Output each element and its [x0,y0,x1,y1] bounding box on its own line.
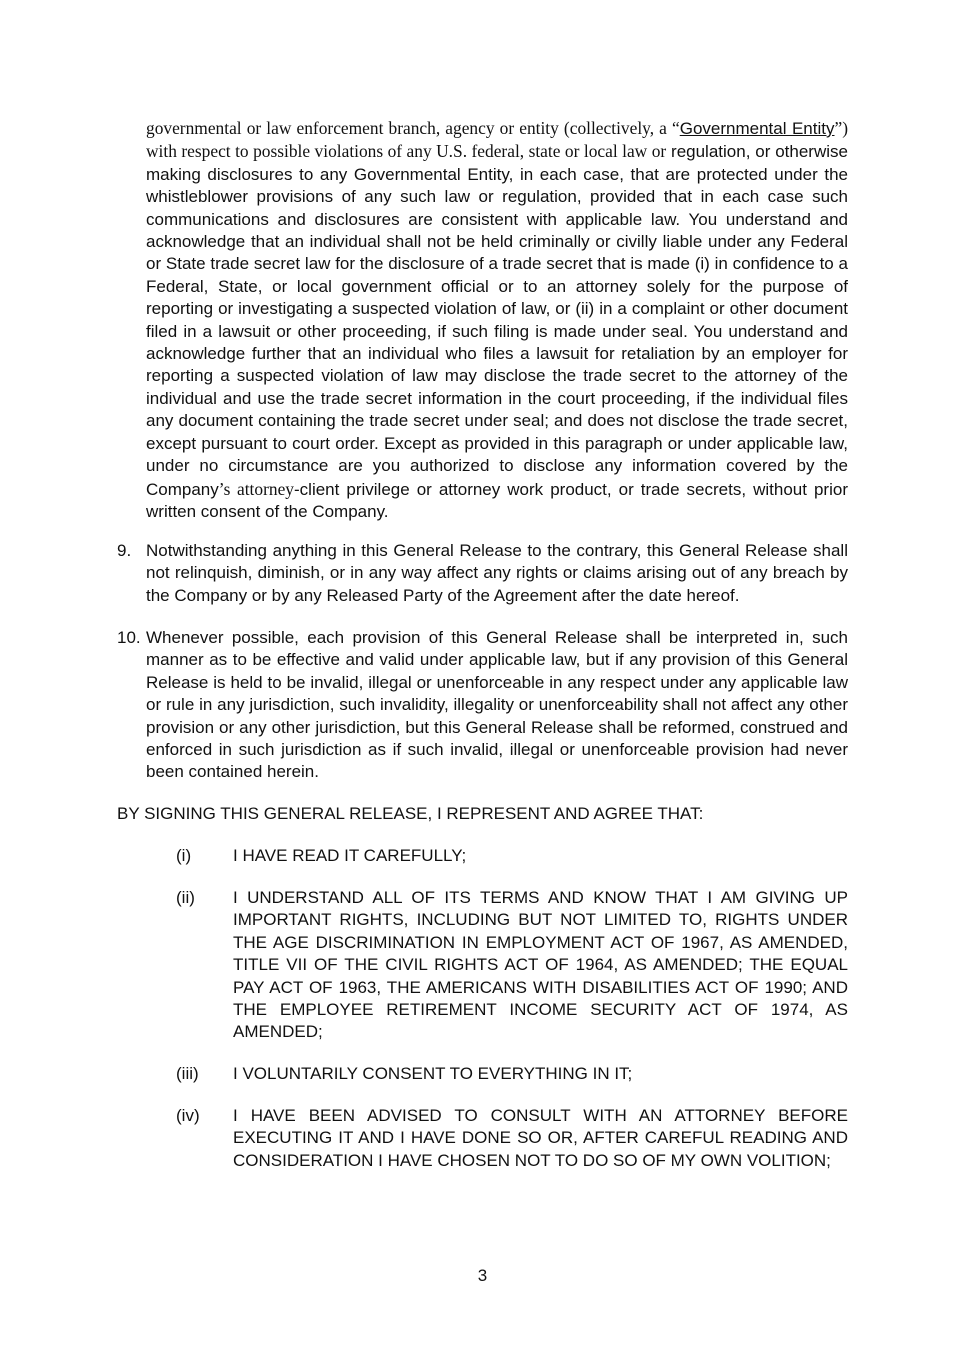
para-8-body: regulation, or otherwise making disclosures to any Governmental Entity, in each case, that are protected under the whistleblower provisions of any such law or regulation, provided that in each case such communications and disclosures are consistent with applicable law. You understand and acknowledge that an individual shall not be held criminally or civilly liable under any Federal or State trade secret law for the disclosure of a trade secret that is made (i) in confidence to a Federal, State, or local government official or to an attorney solely for the purpose of reporting or investigating a suspected violation of law, or (ii) in a complaint or other document filed in a lawsuit or other proceeding, if such filing is made under seal. You understand and acknowledge further that an individual who files a lawsuit for retaliation by an employer for reporting a suspected violation of law may disclose the trade secret to the attorney of the individual and use the trade secret information in the court proceeding, if the individual files any document containing the trade secret under seal; and does not disclose the trade secret, except pursuant to court order. Except as provided in this paragraph or under applicable law, under no circumstance are you authorized to disclose any information covered by the Company [146,142,848,499]
para-8-line1: governmental or law enforcement branch, agency or entity (collectively, a “ [146,118,680,138]
defined-term-governmental-entity: Governmental Entity [679,119,835,138]
item-text-i: I HAVE READ IT CAREFULLY; [233,846,467,865]
para-8-line2: ”) with respect to possible violations of any U.S. federal, state or local law or [146,118,849,162]
item-label-iv: (iv) [176,1106,200,1125]
para-8-tail: -client privilege or attorney work product, or trade secrets, without prior written consent of the Company. [146,479,848,521]
item-text-ii: I UNDERSTAND ALL OF ITS TERMS AND KNOW THAT I AM GIVING UP IMPORTANT RIGHTS, INCLUDING BUT NOT LIMITED TO, RIGHTS UNDER THE AGE DISCRIMINATION IN EMPLOYMENT ACT OF 1967, AS AMENDED, TITLE VII OF THE CIVIL RIGHTS ACT OF 1964, AS AMENDED; THE EQUAL PAY ACT OF 1963, THE AMERICANS WITH DISABILITIES ACT OF 1990; AND THE EMPLOYEE RETIREMENT INCOME SECURITY ACT OF 1974, AS AMENDED; [233,888,848,1042]
item-label-ii: (ii) [176,888,195,907]
section-9-number: 9. [117,541,132,560]
section-10-number: 10. [117,628,141,647]
item-label-iii: (iii) [176,1064,199,1083]
para-8-serif-mid: ’s attorney [218,478,294,499]
acknowledgment-heading: BY SIGNING THIS GENERAL RELEASE, I REPRESENT AND AGREE THAT: [117,804,704,823]
section-9-text: Notwithstanding anything in this General Release to the contrary, this General Release shall not relinquish, diminish, or in any way affect any rights or claims arising out of any breach by the Company or by any Released Party of the Agreement after the date hereof. [146,541,848,605]
item-text-iv: I HAVE BEEN ADVISED TO CONSULT WITH AN ATTORNEY BEFORE EXECUTING IT AND I HAVE DONE SO OR, AFTER CAREFUL READING AND CONSIDERATION I HAVE CHOSEN NOT TO DO SO OF MY OWN VOLITION; [233,1106,848,1170]
item-text-iii: I VOLUNTARILY CONSENT TO EVERYTHING IN IT; [233,1064,633,1083]
section-10-text: Whenever possible, each provision of this General Release shall be interpreted in, such manner as to be effective and valid under applicable law, but if any provision of this General Release is held to be invalid, illegal or unenforceable in any respect under any applicable law or rule in any jurisdiction, such invalidity, illegality or unenforceability shall not affect any other provision or any other jurisdiction, but this General Release shall be reformed, construed and enforced in such jurisdiction as if such invalid, illegal or unenforceable provision had never been contained herein. [146,628,848,782]
paragraph-8-continued [146,117,848,523]
item-label-i: (i) [176,846,192,865]
page-number: 3 [477,1266,488,1285]
